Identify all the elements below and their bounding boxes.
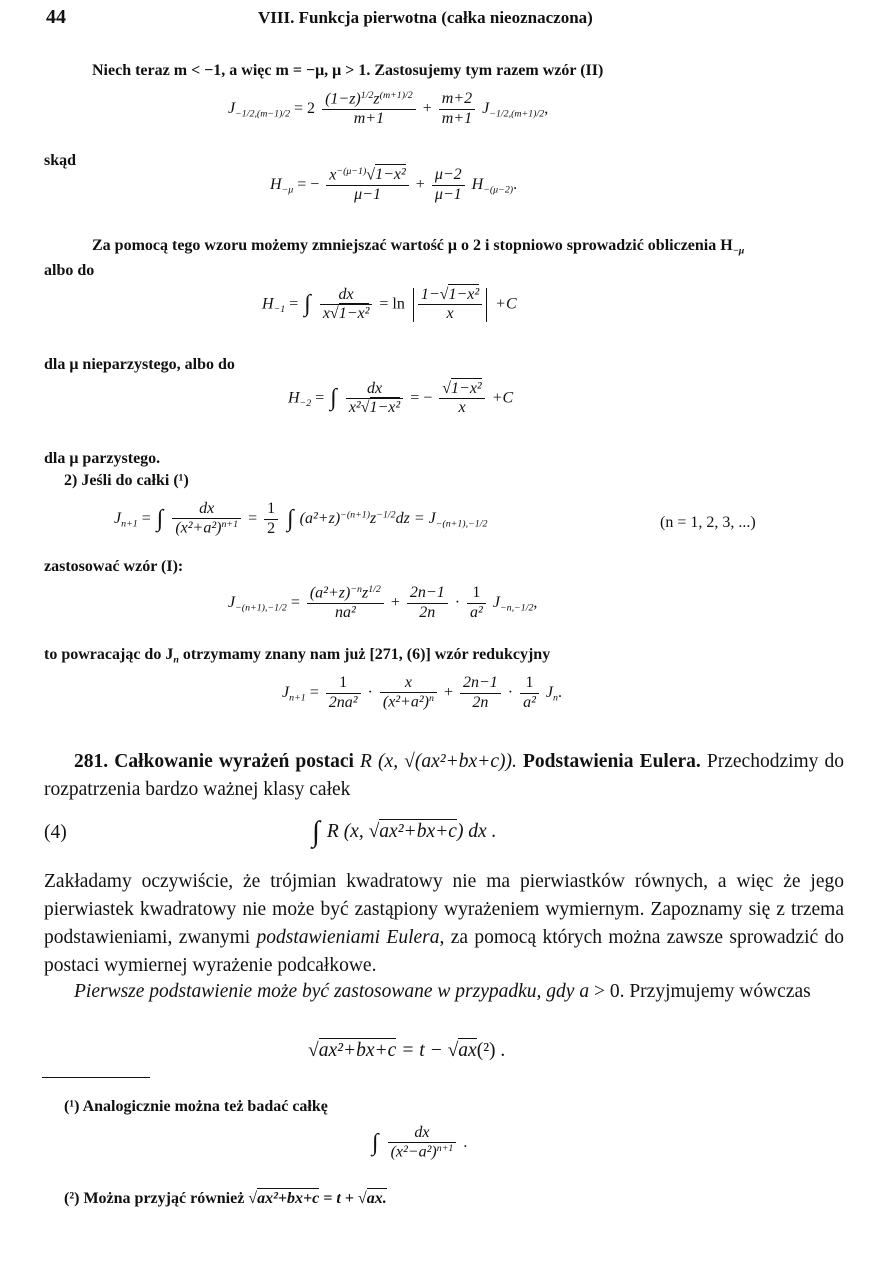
footnote-1-formula: ∫ $\frac{dx}{(x^2-a^2)^{n+1}}$ . (372, 1124, 468, 1161)
footnote-2: (²) Można przyjąć również √ax²+bx+c = t + √ax. (64, 1190, 387, 1207)
section-281-heading: 281. Całkowanie wyrażeń postaci R (x, √(ax²+bx+c)). Podstawienia Eulera. Przechodzimy do rozpatrzenia bardzo ważnej klasy całek (44, 751, 845, 800)
text-albo-do: albo do (44, 262, 95, 279)
formula-euler-1: √ax²+bx+c = t − √ax(²) . (308, 1040, 506, 1061)
formula-J-n1: $J_{n+1}$ = ∫ $\frac{dx}{(x^2+a^2)^{n+1}}$ = $\frac{1}{2}$ ∫ $(a^2+z)^{-(n+1)}z^{-1/2}dz = J_{-(n+1),-1/2}$ (114, 500, 488, 537)
eq-label-4: (4) (44, 822, 67, 843)
footnote-rule (42, 1077, 150, 1078)
text-return: to powracając do $J_n$ otrzymamy znany nam już [271, (6)] wzór redukcyjny (44, 646, 551, 666)
text-reduce-mu: Za pomocą tego wzoru możemy zmniejszać wartość μ o 2 i stopniowo sprowadzić obliczenia $H_{-\mu}$ (92, 237, 745, 257)
formula-H-mu: $H_{-\mu}$ = − $\frac{x^{-(\mu-1)}√1-x^2}{\mu-1}$ + $\frac{\mu-2}{\mu-1}$ $H_{-(\mu-2)}$. (270, 166, 518, 203)
intro-line: Niech teraz m < −1, a więc m = −μ, μ > 1. Zastosujemy tym razem wzór (II) (92, 62, 604, 79)
paragraph-first-substitution: Pierwsze podstawienie może być zastosowane w przypadku, gdy a > 0. Przyjmujemy wówczas (74, 981, 811, 1002)
text-odd: dla μ nieparzystego, albo do (44, 356, 235, 373)
text-even: dla μ parzystego. (44, 450, 161, 467)
running-title: VIII. Funkcja pierwotna (całka nieoznaczona) (258, 8, 593, 27)
paragraph-assumption: Zakładamy oczywiście, że trójmian kwadratowy nie ma pierwiastków równych, a więc że jego pierwiastek kwadratowy nie może być zastąpiony wyrażeniem wymiernym. Zapoznamy się z trzema podstawieniami, zwanymi podstawieniami Eulera, za pomocą których można zawsze sprowadzić do postaci wymiernej wyrażenie podcałkowe. (44, 871, 845, 976)
n-values: (n = 1, 2, 3, ...) (660, 514, 756, 531)
formula-4: ∫ R (x, √ax²+bx+c) dx . (312, 816, 497, 848)
skad-label: skąd (44, 152, 77, 169)
formula-reduction: $J_{n+1}$ = $\frac{1}{\text{2na²}}$ · $\frac{x}{(x^2+a^2)^n}$ + $\frac{2n-1}{2n}$ · $\frac{1}{\text{a²}}$ $J_n$. (282, 674, 562, 711)
formula-H-2: $H_{-2}$ = ∫ $\frac{dx}{\text{x²√1−x²}}$ = − $\frac{\text{√1−x²}}{x}$ +C (288, 380, 514, 417)
text-apply: zastosować wzór (I): (44, 558, 184, 575)
text-item2: 2) Jeśli do całki (¹) (64, 472, 189, 489)
formula-H-1: $H_{-1}$ = ∫ $\frac{dx}{\text{x√1−x²}}$ = ln $\frac{\text{1−√1−x²}}{x}$ +C (262, 286, 517, 323)
formula-J-recursion-I: $J_{-(n+1),-1/2}$ = $\frac{(a^2+z)^{-n}z^{1/2}}{\text{na²}}$ + $\frac{2n-1}{2n}$ · $\frac{1}{\text{a²}}$ $J_{-n,-1/2}$, (228, 584, 538, 621)
footnote-1: (¹) Analogicznie można też badać całkę (64, 1098, 328, 1115)
page-number: 44 (46, 6, 66, 28)
formula-recursion-J: $J_{-1/2,(m-1)/2} = 2$ $\frac{(1-z)^{1/2}z^{(m+1)/2}}{m+1}$ + $\frac{m+2}{m+1}$ $J_{-1/2,(m+1)/2}$, (228, 90, 549, 127)
